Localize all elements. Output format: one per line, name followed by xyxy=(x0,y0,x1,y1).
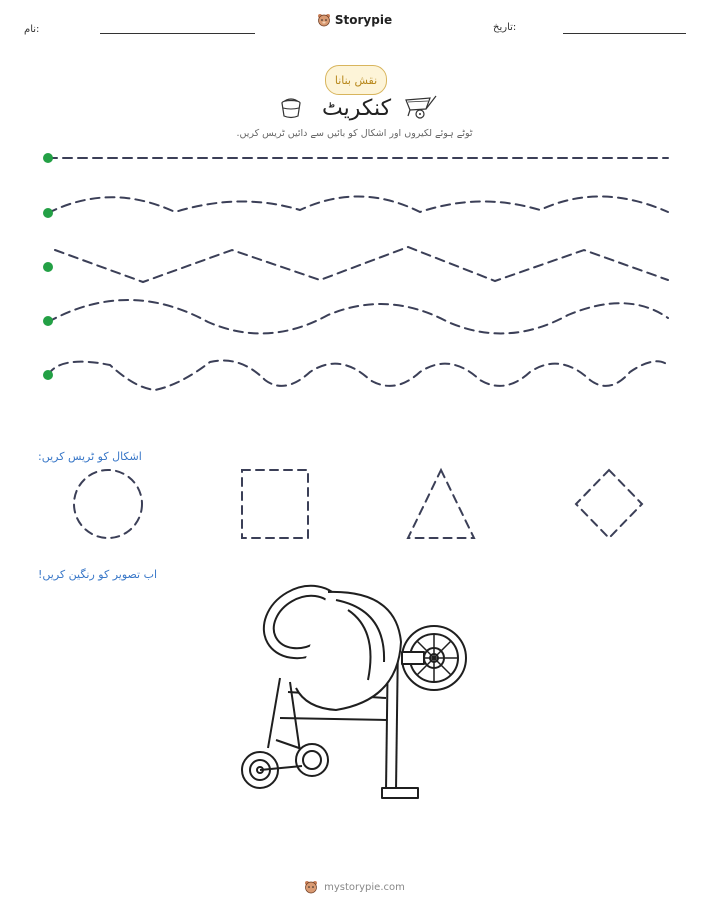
trace-diamond xyxy=(576,470,642,538)
trace-line-zigzag xyxy=(55,247,668,282)
trace-line-wave-1 xyxy=(48,196,668,213)
start-dot xyxy=(43,208,53,218)
wheelbarrow-icon xyxy=(400,92,440,120)
cement-mixer-illustration[interactable] xyxy=(236,570,476,810)
start-dot xyxy=(43,153,53,163)
trace-line-wave-2 xyxy=(48,300,668,333)
trace-circle xyxy=(74,470,142,538)
brand-name: Storypie xyxy=(334,13,393,27)
instructions-text: ٹوٹے ہوئے لکیروں اور اشکال کو بائیں سے دائیں ٹریس کریں. xyxy=(236,128,473,139)
trace-line-wave-3 xyxy=(48,360,668,390)
footer xyxy=(0,880,709,897)
shape-tracing-area[interactable] xyxy=(0,460,709,550)
page-title: کنکریٹ xyxy=(322,96,392,121)
date-label: تاریخ: xyxy=(493,22,517,33)
start-dot xyxy=(43,316,53,326)
bear-logo-icon xyxy=(317,13,331,27)
bear-logo-icon xyxy=(304,880,318,894)
shapes-heading: اشکال کو ٹریس کریں: xyxy=(38,450,142,463)
trace-square xyxy=(242,470,308,538)
start-dot xyxy=(43,370,53,380)
bucket-icon xyxy=(278,94,304,120)
name-field-line[interactable] xyxy=(100,33,255,34)
coloring-heading: اب تصویر کو رنگین کریں! xyxy=(38,568,158,581)
date-field-line[interactable] xyxy=(563,33,686,34)
trace-triangle xyxy=(408,470,474,538)
name-label: نام: xyxy=(24,24,40,35)
start-dot xyxy=(43,262,53,272)
footer-link[interactable]: mystorypie.com xyxy=(324,881,405,893)
activity-badge: نقش بنانا xyxy=(325,65,387,95)
brand-header xyxy=(0,13,709,30)
tracing-lines[interactable] xyxy=(0,140,709,400)
